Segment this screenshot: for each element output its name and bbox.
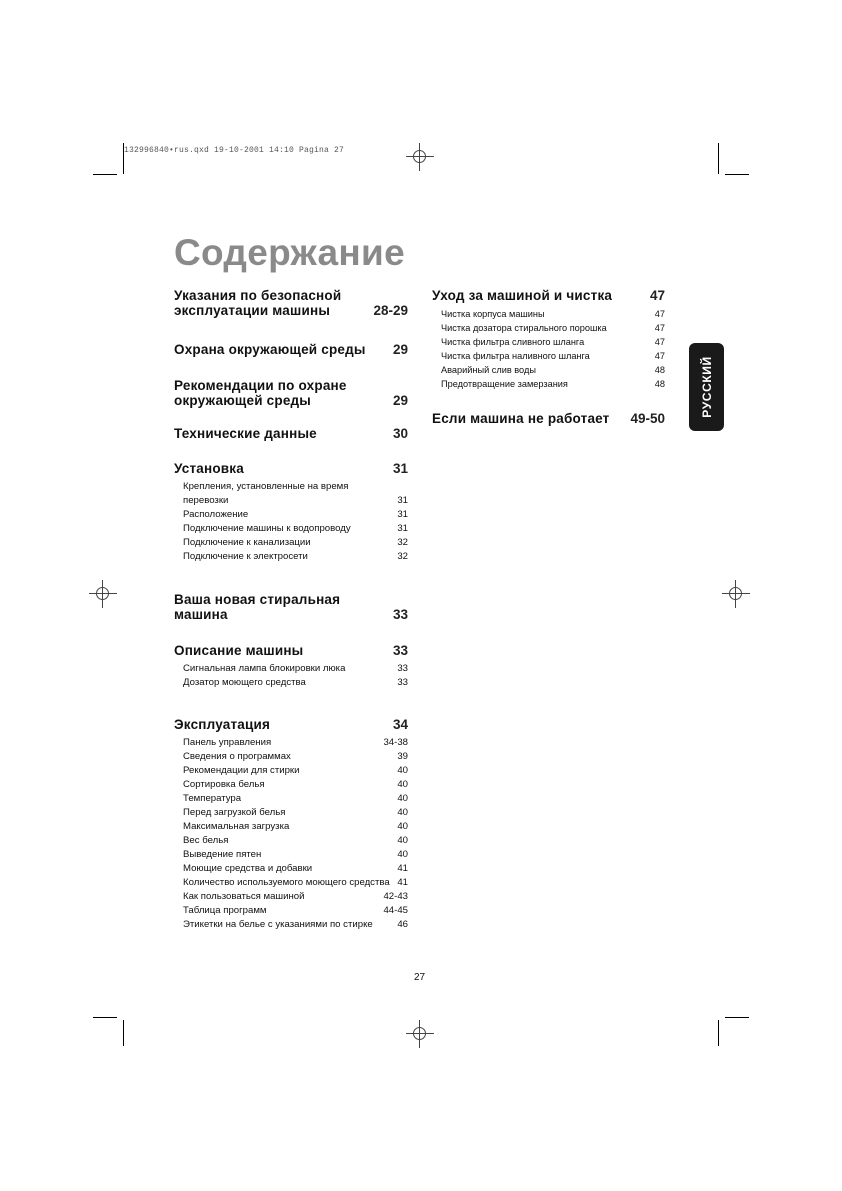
toc-right-column <box>432 288 665 426</box>
toc-section-title: Охрана окружающей среды <box>174 342 366 357</box>
toc-section <box>174 643 408 690</box>
toc-entry-page: 40 <box>397 849 408 860</box>
toc-section-page: 33 <box>392 607 408 622</box>
toc-section-page: 49-50 <box>630 411 665 426</box>
toc-section <box>174 461 408 564</box>
toc-entry-page: 34-38 <box>383 737 408 748</box>
print-slug: 132996840•rus.qxd 19-10-2001 14:10 Pagina 27 <box>124 146 345 155</box>
toc-entry-page: 40 <box>397 835 408 846</box>
toc-entry-label: Сигнальная лампа блокировки люка <box>183 663 346 674</box>
toc-section-page: 29 <box>392 342 408 357</box>
toc-entry-page: 32 <box>397 537 408 548</box>
toc-entry-page: 31 <box>397 495 408 506</box>
toc-entry[interactable] <box>174 862 408 876</box>
toc-entry-page: 40 <box>397 779 408 790</box>
toc-section-heading[interactable] <box>432 288 665 303</box>
toc-section-heading[interactable] <box>432 411 665 426</box>
toc-section-heading[interactable] <box>174 342 408 357</box>
toc-section-heading[interactable] <box>174 461 408 476</box>
crop-mark <box>93 174 117 175</box>
toc-entry[interactable] <box>174 792 408 806</box>
toc-section-title: Рекомендации по охране окружающей среды <box>174 378 347 408</box>
toc-entry-label: Максимальная загрузка <box>183 821 290 832</box>
toc-entry-page: 33 <box>397 663 408 674</box>
toc-entry-label: Сортировка белья <box>183 779 265 790</box>
toc-entry[interactable] <box>174 848 408 862</box>
toc-entry[interactable] <box>174 508 408 522</box>
toc-section-page: 31 <box>392 461 408 476</box>
toc-section-title: Эксплуатация <box>174 717 271 732</box>
toc-entry-page: 47 <box>654 309 665 319</box>
crop-mark <box>725 1017 749 1018</box>
toc-entry[interactable] <box>174 676 408 690</box>
toc-entry-label: Количество используемого моющего средства <box>183 877 390 888</box>
toc-section <box>174 426 408 441</box>
toc-section-title: Если машина не работает <box>432 411 610 426</box>
crop-mark <box>725 174 749 175</box>
toc-section-title: Описание машины <box>174 643 304 658</box>
toc-entry-label: Дозатор моющего средства <box>183 677 306 688</box>
toc-section-title: Установка <box>174 461 244 476</box>
toc-entry[interactable] <box>174 806 408 820</box>
toc-entry-page: 47 <box>654 323 665 333</box>
crop-mark <box>123 1020 124 1046</box>
toc-section-heading[interactable] <box>174 717 408 732</box>
toc-entry[interactable] <box>174 764 408 778</box>
registration-mark-icon <box>406 143 434 171</box>
toc-entry-label: Температура <box>183 793 242 804</box>
toc-entry-label: Этикетки на белье с указаниями по стирке <box>183 919 373 930</box>
toc-entry[interactable] <box>174 662 408 676</box>
toc-entry-page: 40 <box>397 821 408 832</box>
toc-section-title: Технические данные <box>174 426 317 441</box>
toc-section-heading[interactable] <box>174 288 408 318</box>
toc-entry-label: Рекомендации для стирки <box>183 765 300 776</box>
toc-entry[interactable] <box>174 820 408 834</box>
toc-entry-label: Сведения о программах <box>183 751 291 762</box>
toc-section <box>174 592 408 622</box>
toc-entry-label: Чистка фильтра наливного шланга <box>441 351 590 361</box>
toc-section-page: 28-29 <box>373 303 408 318</box>
toc-entry-page: 41 <box>397 863 408 874</box>
toc-section-heading[interactable] <box>174 426 408 441</box>
toc-entry[interactable] <box>174 536 408 550</box>
toc-entry[interactable] <box>432 307 665 321</box>
toc-entry[interactable] <box>174 890 408 904</box>
language-tab-label: РУССКИЙ <box>699 356 714 418</box>
toc-entry-page: 48 <box>654 365 665 375</box>
toc-entry[interactable] <box>174 480 408 508</box>
toc-entry[interactable] <box>174 736 408 750</box>
toc-entry[interactable] <box>432 321 665 335</box>
crop-mark <box>93 1017 117 1018</box>
toc-entry-label: Панель управления <box>183 737 272 748</box>
toc-entry-page: 33 <box>397 677 408 688</box>
toc-section-title: Указания по безопасной эксплуатации машины <box>174 288 342 318</box>
toc-entry-label: Вес белья <box>183 835 229 846</box>
crop-mark <box>123 143 124 174</box>
toc-entry-page: 32 <box>397 551 408 562</box>
toc-entry[interactable] <box>174 918 408 932</box>
toc-section <box>174 378 408 408</box>
toc-section <box>432 411 665 426</box>
toc-entry-label: Расположение <box>183 509 249 520</box>
toc-entry-page: 40 <box>397 793 408 804</box>
toc-section <box>174 288 408 318</box>
toc-section-heading[interactable] <box>174 378 408 408</box>
toc-entry-page: 41 <box>397 877 408 888</box>
crop-mark <box>718 143 719 174</box>
toc-subentries <box>174 480 408 564</box>
toc-section-heading[interactable] <box>174 592 408 622</box>
toc-entry[interactable] <box>432 335 665 349</box>
toc-entry[interactable] <box>174 550 408 564</box>
toc-entry-label: Чистка дозатора стирального порошка <box>441 323 607 333</box>
toc-entry[interactable] <box>174 876 408 890</box>
toc-entry-page: 46 <box>397 919 408 930</box>
toc-entry-page: 39 <box>397 751 408 762</box>
toc-entry-page: 31 <box>397 523 408 534</box>
toc-entry-label: Выведение пятен <box>183 849 262 860</box>
toc-subentries <box>174 736 408 932</box>
toc-entry-label: Подключение машины к водопроводу <box>183 523 351 534</box>
toc-entry-label: Перед загрузкой белья <box>183 807 286 818</box>
toc-entry[interactable] <box>432 377 665 391</box>
toc-entry-page: 42-43 <box>383 891 408 902</box>
toc-section-page: 29 <box>392 393 408 408</box>
toc-entry[interactable] <box>432 363 665 377</box>
toc-entry-page: 44-45 <box>383 905 408 916</box>
toc-entry-label: Чистка фильтра сливного шланга <box>441 337 585 347</box>
toc-entry-label: Предотвращение замерзания <box>441 379 568 389</box>
toc-entry-label: Как пользоваться машиной <box>183 891 305 902</box>
toc-entry[interactable] <box>174 778 408 792</box>
registration-mark-icon <box>89 580 117 608</box>
toc-entry-label: Крепления, установленные на время перевозки <box>183 481 349 506</box>
toc-subentries <box>174 662 408 690</box>
toc-entry-page: 40 <box>397 807 408 818</box>
language-tab <box>689 343 724 431</box>
toc-entry-label: Аварийный слив воды <box>441 365 536 375</box>
toc-entry[interactable] <box>174 904 408 918</box>
toc-section <box>432 288 665 391</box>
toc-section-page: 47 <box>649 288 665 303</box>
toc-entry-label: Моющие средства и добавки <box>183 863 313 874</box>
crop-mark <box>718 1020 719 1046</box>
toc-section-page: 30 <box>392 426 408 441</box>
page-title: Содержание <box>174 232 405 273</box>
toc-entry-page: 47 <box>654 351 665 361</box>
toc-section-title: Ваша новая стиральная машина <box>174 592 341 622</box>
toc-section <box>174 342 408 357</box>
toc-entry-label: Таблица программ <box>183 905 267 916</box>
toc-entry-page: 31 <box>397 509 408 520</box>
toc-section-heading[interactable] <box>174 643 408 658</box>
toc-section-page: 34 <box>392 717 408 732</box>
toc-section-page: 33 <box>392 643 408 658</box>
toc-entry[interactable] <box>432 349 665 363</box>
toc-entry-page: 48 <box>654 379 665 389</box>
page-number: 27 <box>414 972 426 983</box>
toc-entry-page: 47 <box>654 337 665 347</box>
toc-entry[interactable] <box>174 522 408 536</box>
registration-mark-icon <box>722 580 750 608</box>
registration-mark-icon <box>406 1020 434 1048</box>
toc-entry-label: Подключение к электросети <box>183 551 308 562</box>
toc-left-column <box>174 288 408 932</box>
toc-entry-label: Чистка корпуса машины <box>441 309 545 319</box>
toc-entry[interactable] <box>174 834 408 848</box>
toc-entry-label: Подключение к канализации <box>183 537 311 548</box>
toc-section <box>174 717 408 932</box>
toc-section-title: Уход за машиной и чистка <box>432 288 613 303</box>
toc-subentries <box>432 307 665 391</box>
toc-entry[interactable] <box>174 750 408 764</box>
toc-entry-page: 40 <box>397 765 408 776</box>
